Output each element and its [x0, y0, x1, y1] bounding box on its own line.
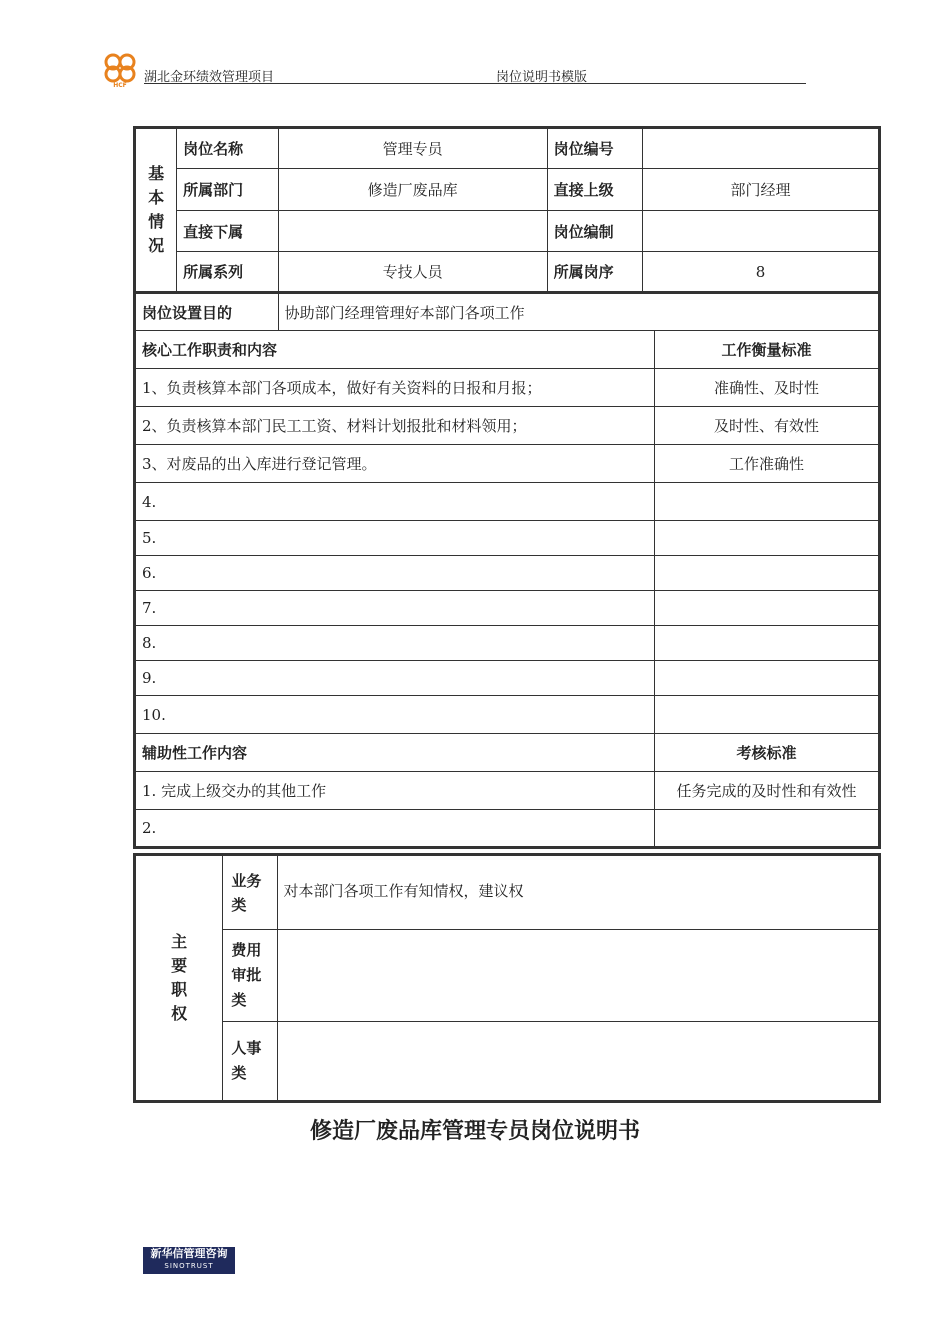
sinotrust-logo-en: SINOTRUST [164, 1262, 214, 1270]
core-duty-standard: 工作准确性 [655, 445, 880, 483]
label-series: 所属系列 [177, 252, 278, 293]
value-department: 修造厂废品库 [278, 169, 547, 211]
core-duty-item: 9. [135, 661, 655, 696]
core-duty-item: 8. [135, 626, 655, 661]
aux-duty-item: 1. 完成上级交办的其他工作 [135, 772, 655, 810]
label-position-code: 岗位编号 [547, 128, 642, 169]
page-header [100, 52, 806, 86]
value-supervisor: 部门经理 [643, 169, 880, 211]
basic-info-table [133, 126, 881, 294]
core-duty-standard [655, 626, 880, 661]
authority-type-business: 业务类 [223, 855, 277, 930]
hcf-logo-text: HCF [113, 82, 127, 88]
authority-value-personnel [277, 1022, 879, 1102]
purpose-value: 协助部门经理管理好本部门各项工作 [278, 293, 879, 331]
template-name: 岗位说明书模版 [496, 70, 588, 85]
value-series: 专技人员 [278, 252, 547, 293]
project-name: 湖北金环绩效管理项目 [144, 70, 275, 85]
aux-duty-standard [655, 810, 880, 848]
core-duty-standard [655, 661, 880, 696]
core-duty-standard [655, 556, 880, 591]
header-rule [144, 83, 806, 84]
core-duties-header: 核心工作职责和内容 [135, 331, 655, 369]
value-headcount [643, 211, 880, 252]
authority-section-label: 主要职权 [135, 855, 223, 1102]
value-position-code [643, 128, 880, 169]
core-duty-standard [655, 696, 880, 734]
core-duty-standard [655, 521, 880, 556]
label-rank: 所属岗序 [547, 252, 642, 293]
sinotrust-logo [143, 1247, 235, 1274]
core-duty-item: 1、负责核算本部门各项成本，做好有关资料的日报和月报； [135, 369, 655, 407]
core-duty-standard [655, 483, 880, 521]
core-duty-standard [655, 591, 880, 626]
core-duty-item: 4. [135, 483, 655, 521]
core-duty-item: 5. [135, 521, 655, 556]
duties-table [133, 291, 881, 849]
sinotrust-logo-cn: 新华信管理咨询 [150, 1247, 228, 1260]
label-headcount: 岗位编制 [547, 211, 642, 252]
core-duty-item: 2、负责核算本部门民工工资、材料计划报批和材料领用； [135, 407, 655, 445]
core-standard-header: 工作衡量标准 [655, 331, 880, 369]
core-duty-item: 3、对废品的出入库进行登记管理。 [135, 445, 655, 483]
aux-standard-header: 考核标准 [655, 734, 880, 772]
hcf-logo-icon [100, 52, 140, 88]
aux-duty-standard: 任务完成的及时性和有效性 [655, 772, 880, 810]
label-subordinates: 直接下属 [177, 211, 278, 252]
authority-table [133, 853, 881, 1103]
core-duty-item: 6. [135, 556, 655, 591]
aux-duties-header: 辅助性工作内容 [135, 734, 655, 772]
core-duty-standard: 及时性、有效性 [655, 407, 880, 445]
purpose-label: 岗位设置目的 [135, 293, 279, 331]
authority-value-business: 对本部门各项工作有知情权，建议权 [277, 855, 879, 930]
core-duty-item: 7. [135, 591, 655, 626]
value-rank: 8 [643, 252, 880, 293]
label-department: 所属部门 [177, 169, 278, 211]
core-duty-standard: 准确性、及时性 [655, 369, 880, 407]
label-position-name: 岗位名称 [177, 128, 278, 169]
authority-value-expense [277, 930, 879, 1022]
basic-section-label: 基本情况 [135, 128, 177, 293]
value-position-name: 管理专员 [278, 128, 547, 169]
authority-type-expense: 费用审批类 [223, 930, 277, 1022]
value-subordinates [278, 211, 547, 252]
document-title: 修造厂废品库管理专员岗位说明书 [309, 1119, 640, 1144]
core-duty-item: 10. [135, 696, 655, 734]
authority-type-personnel: 人事类 [223, 1022, 277, 1102]
label-supervisor: 直接上级 [547, 169, 642, 211]
aux-duty-item: 2. [135, 810, 655, 848]
